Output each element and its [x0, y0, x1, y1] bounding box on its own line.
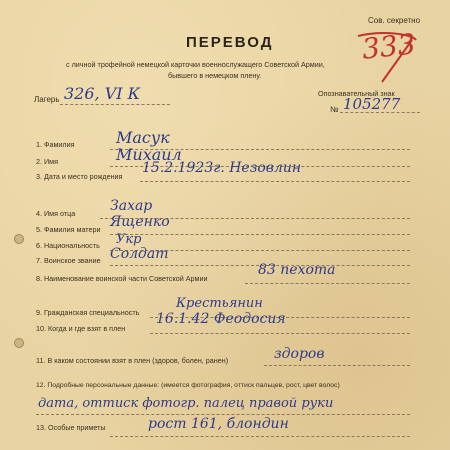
field-label-5: 5. Фамилия матери	[36, 225, 101, 234]
field-label-11: 11. В каком состоянии взят в плен (здоров, болен, ранен)	[36, 356, 229, 365]
field-value-2: Михаил	[116, 145, 182, 164]
punch-hole	[14, 234, 24, 244]
red-mark-stroke	[352, 26, 424, 86]
camp-label: Лагерь	[34, 95, 60, 104]
field-line	[110, 436, 410, 437]
field-value-9: Крестьянин	[176, 296, 263, 311]
camp-line	[60, 104, 170, 105]
field-label-13: 13. Особые приметы	[36, 423, 106, 432]
field-label-2: 2. Имя	[36, 157, 58, 166]
badge-value: 105277	[343, 95, 401, 113]
field-value-3: 15.2.1923г. Незовлин	[142, 160, 302, 176]
field-line	[140, 181, 410, 182]
field-label-8: 8. Наименование воинской части Советской Армии	[36, 274, 208, 283]
field-value-10: 16.1.42 Феодосия	[156, 311, 286, 327]
field-label-9: 9. Гражданская специальность	[36, 308, 140, 317]
field-value-1: Масук	[116, 128, 170, 147]
field-value-6: Укр	[116, 232, 142, 247]
field-label-6: 6. Национальность	[36, 241, 100, 250]
field-value-8: 83 пехота	[258, 262, 336, 278]
document-title: ПЕРЕВОД	[186, 34, 274, 51]
field-value-7: Солдат	[110, 246, 169, 262]
field-value-12: дата, оттиск фотогр. палец правой руки	[38, 396, 334, 411]
field-label-7: 7. Воинское звание	[36, 256, 101, 265]
badge-label: Опознавательный знак	[318, 89, 395, 98]
field-label-4: 4. Имя отца	[36, 209, 76, 218]
camp-value: 326, VI К	[64, 84, 141, 103]
field-value-13: рост 161, блондин	[148, 416, 289, 432]
red-number: 333	[360, 27, 418, 66]
field-value-11: здоров	[274, 346, 325, 362]
field-value-4: Захар	[110, 198, 153, 214]
secret-label: Сов. секретно	[368, 16, 421, 25]
field-value-5: Ященко	[110, 214, 170, 230]
field-line	[245, 283, 410, 284]
field-label-12: 12. Подробные персональные данные: (имеется фотография, оттиск пальцев, рост, цвет волос)	[36, 382, 340, 389]
field-label-1: 1. Фамилия	[36, 140, 75, 149]
field-label-10: 10. Когда и где взят в плен	[36, 324, 126, 333]
subtitle-line-2: бывшего в немецком плену.	[168, 71, 262, 80]
badge-number-sign: №	[330, 105, 339, 114]
subtitle-line-1: с личной трофейной немецкой карточки военнослужащего Советской Армии,	[66, 60, 325, 69]
field-line	[150, 333, 410, 334]
field-label-3: 3. Дата и место рождения	[36, 172, 123, 181]
field-line	[264, 365, 410, 366]
field-line	[110, 234, 410, 235]
punch-hole	[14, 338, 24, 348]
field-line	[36, 414, 410, 415]
